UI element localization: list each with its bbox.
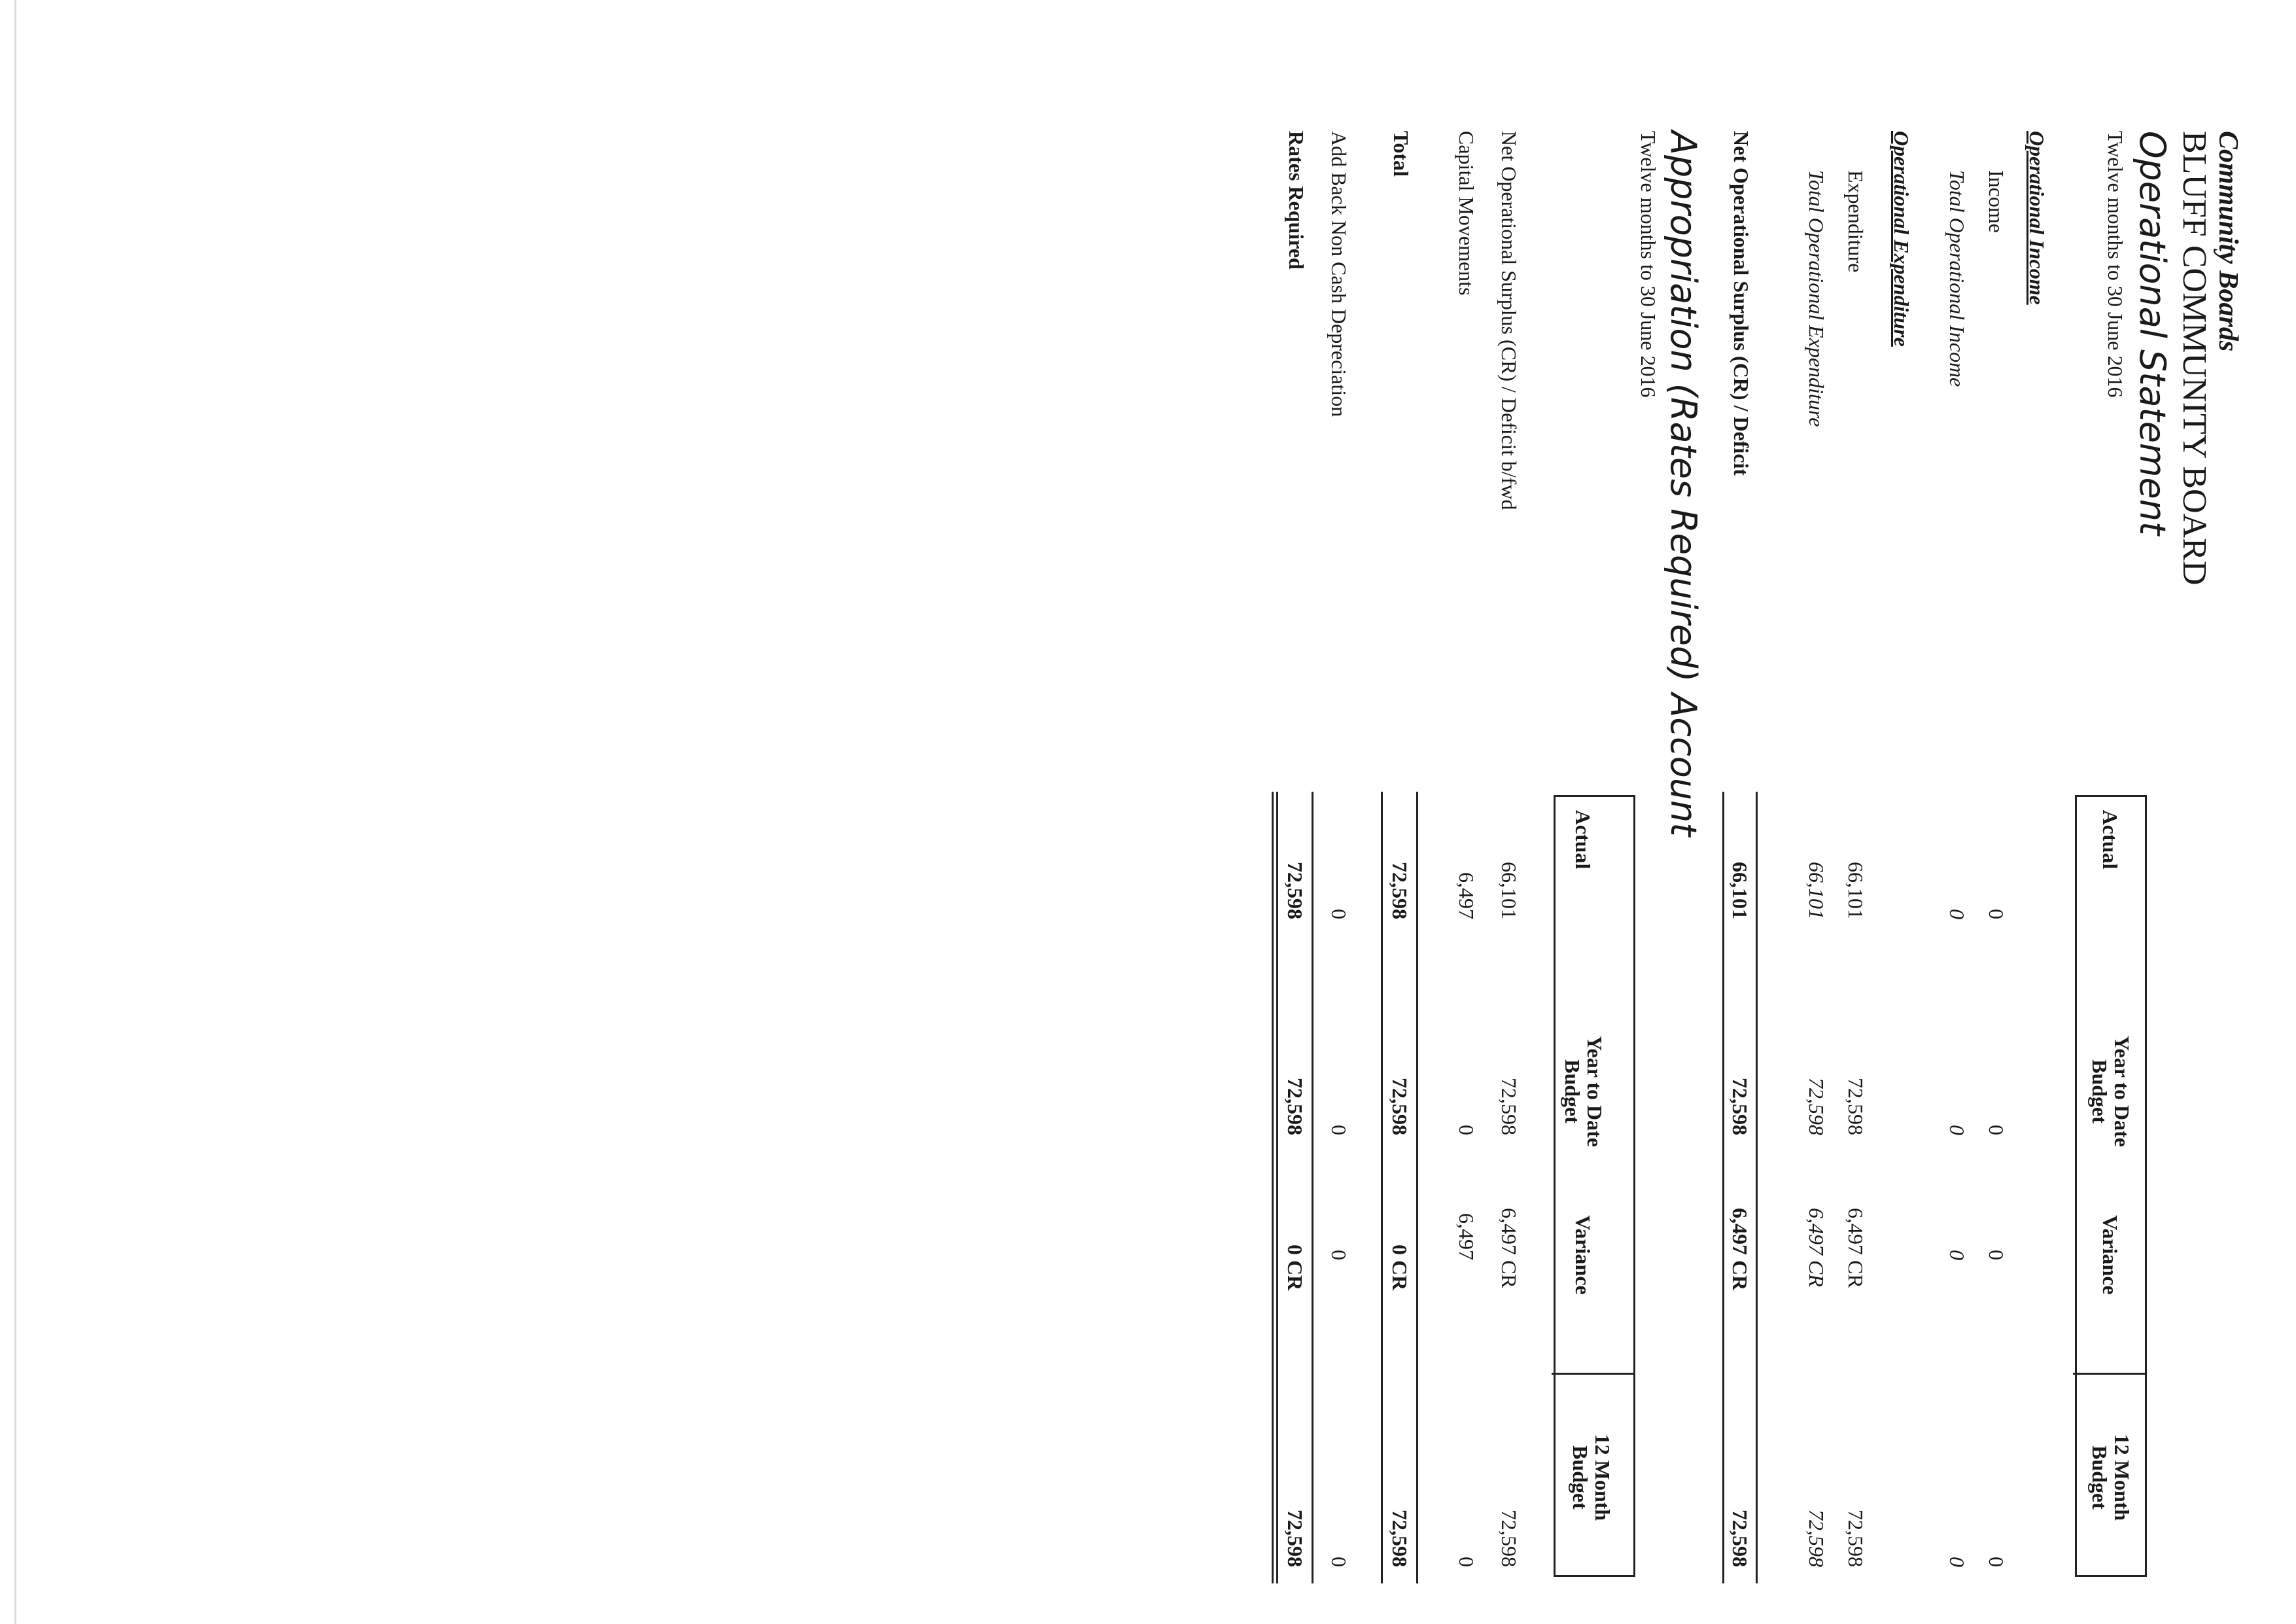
appropriation-period: Twelve months to 30 June 2016 [1637, 131, 1660, 398]
expenditure-heading: Operational Expenditure [1890, 131, 1913, 347]
capital-ytd-budget: 0 [1455, 1125, 1478, 1135]
income-12-month-budget: 0 [1985, 1557, 2008, 1567]
total-income-label: Total Operational Income [1945, 170, 1969, 387]
rates-ytd-budget: 72,598 [1283, 1078, 1307, 1135]
total-income-ytd-budget: 0 [1945, 1125, 1969, 1135]
depreciation-variance: 0 [1327, 1250, 1351, 1260]
rates-top-rule [1312, 792, 1313, 1583]
capital-label: Capital Movements [1455, 131, 1478, 296]
org-name: Community Boards [2213, 131, 2243, 352]
total-variance: 0 CR [1388, 1244, 1412, 1291]
col-actual: Actual [2098, 809, 2122, 870]
capital-variance: 6,497 [1455, 1213, 1478, 1260]
col-actual: Actual [1571, 809, 1595, 870]
board-title: BLUFF COMMUNITY BOARD [2176, 131, 2213, 586]
income-actual: 0 [1985, 909, 2008, 919]
total-expenditure-label: Total Operational Expenditure [1805, 170, 1828, 427]
rates-label: Rates Required [1285, 131, 1308, 270]
expenditure-12-month-budget: 72,598 [1844, 1509, 1868, 1567]
total-expenditure-12-month-budget: 72,598 [1805, 1509, 1828, 1567]
rates-double-rule [1272, 792, 1278, 1583]
net-12-month-budget: 72,598 [1728, 1509, 1752, 1567]
total-income-variance: 0 [1945, 1250, 1969, 1260]
expenditure-ytd-budget: 72,598 [1844, 1078, 1868, 1135]
operational-title: Operational Statement [2132, 131, 2173, 536]
net-label: Net Operational Surplus (CR) / Deficit [1730, 131, 1753, 476]
net-ytd-budget: 72,598 [1728, 1078, 1752, 1135]
expenditure-label: Expenditure [1844, 170, 1868, 273]
operational-column-header [2075, 795, 2147, 1577]
expenditure-variance: 6,497 CR [1844, 1208, 1868, 1288]
col-ytd-budget: Year to Date Budget [2088, 1035, 2134, 1147]
net-top-rule [1756, 792, 1758, 1583]
total-expenditure-ytd-budget: 72,598 [1805, 1078, 1828, 1135]
capital-12-month-budget: 0 [1455, 1557, 1478, 1567]
income-heading: Operational Income [2025, 131, 2049, 305]
total-expenditure-variance: 6,497 CR [1805, 1208, 1828, 1287]
net-bfwd-12-month-budget: 72,598 [1497, 1509, 1521, 1567]
depreciation-ytd-budget: 0 [1327, 1125, 1351, 1135]
rates-actual: 72,598 [1283, 862, 1307, 919]
total-label: Total [1389, 131, 1413, 177]
net-actual: 66,101 [1728, 862, 1752, 919]
net-bottom-rule [1722, 792, 1724, 1583]
income-variance: 0 [1985, 1250, 2008, 1260]
depreciation-actual: 0 [1327, 909, 1351, 919]
income-ytd-budget: 0 [1985, 1125, 2008, 1135]
rates-variance: 0 CR [1283, 1244, 1307, 1291]
total-income-12-month-budget: 0 [1945, 1557, 1969, 1567]
col-variance: Variance [2098, 1215, 2122, 1295]
income-label: Income [1985, 170, 2008, 233]
net-bfwd-label: Net Operational Surplus (CR) / Deficit b/fwd [1497, 131, 1521, 510]
appropriation-column-header [1554, 795, 1635, 1577]
depreciation-12-month-budget: 0 [1327, 1557, 1351, 1567]
col-divider [2073, 1373, 2145, 1375]
net-bfwd-ytd-budget: 72,598 [1497, 1078, 1521, 1135]
rates-12-month-budget: 72,598 [1283, 1509, 1307, 1567]
capital-actual: 6,497 [1455, 872, 1478, 919]
total-top-rule [1416, 792, 1418, 1583]
total-12-month-budget: 72,598 [1388, 1509, 1412, 1567]
total-expenditure-actual: 66,101 [1805, 862, 1828, 919]
expenditure-actual: 66,101 [1844, 862, 1868, 919]
col-ytd-budget: Year to Date Budget [1561, 1035, 1607, 1147]
appropriation-title: Appropriation (Rates Required) Account [1663, 131, 1704, 837]
col-divider [1552, 1373, 1633, 1375]
operational-period: Twelve months to 30 June 2016 [2104, 131, 2127, 398]
net-bfwd-variance: 6,497 CR [1497, 1208, 1521, 1288]
total-ytd-budget: 72,598 [1388, 1078, 1412, 1135]
net-bfwd-actual: 66,101 [1497, 862, 1521, 919]
total-income-actual: 0 [1945, 909, 1969, 919]
depreciation-label: Add Back Non Cash Depreciation [1327, 131, 1351, 417]
total-actual: 72,598 [1388, 862, 1412, 919]
col-variance: Variance [1571, 1215, 1595, 1295]
net-variance: 6,497 CR [1728, 1208, 1752, 1291]
col-12-month-budget: 12 Month Budget [2088, 1434, 2134, 1521]
total-bottom-rule [1381, 792, 1383, 1583]
col-12-month-budget: 12 Month Budget [1569, 1434, 1614, 1521]
